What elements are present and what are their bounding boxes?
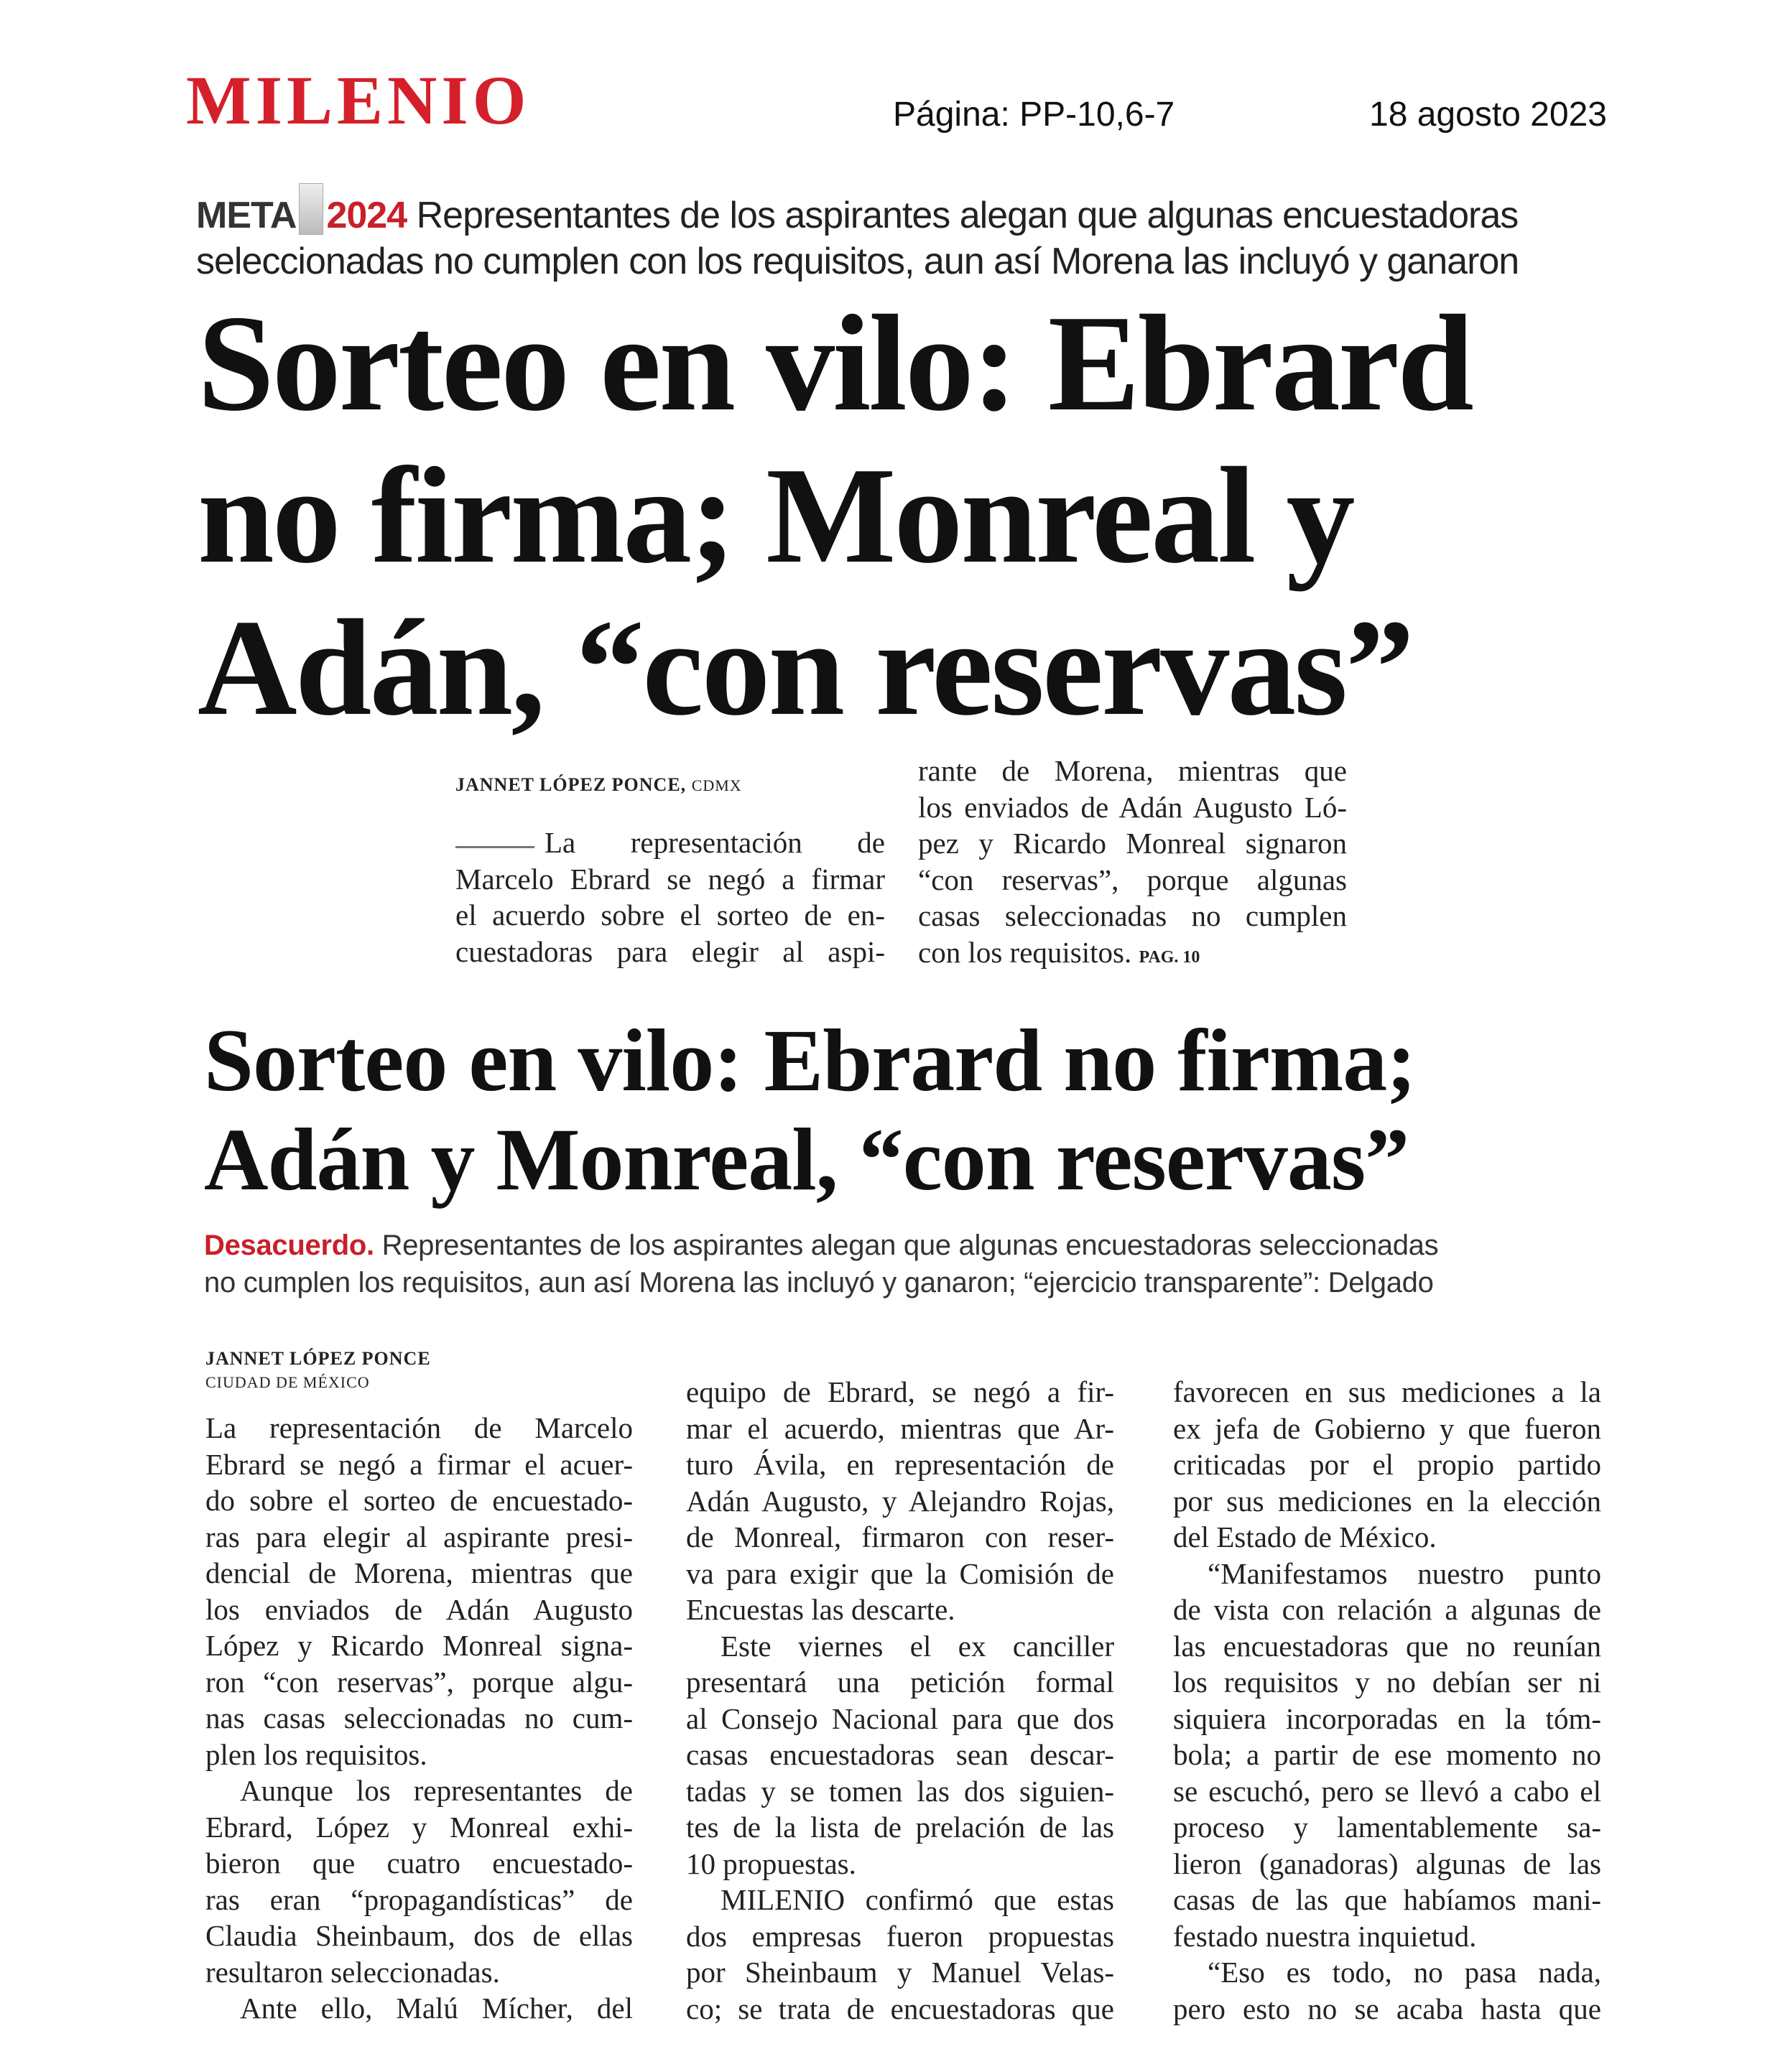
text-line: dencial de Morena, mientras que <box>205 1556 633 1589</box>
text-line: Adán Augusto, y Alejandro Rojas, <box>686 1484 1114 1518</box>
text-line: ras para elegir al aspirante presi- <box>205 1520 633 1553</box>
text-line: equipo de Ebrard, se negó a fir- <box>686 1375 1114 1408</box>
text-line: proceso y lamentablemente sa- <box>1173 1811 1601 1844</box>
article-column-2 <box>686 1374 1114 2027</box>
text-line: López y Ricardo Monreal signa- <box>205 1629 633 1662</box>
text-line: Ebrard, López y Monreal exhi- <box>205 1810 633 1844</box>
text-line: del Estado de México. <box>1173 1520 1437 1553</box>
text-line: dos empresas fueron propuestas <box>686 1919 1114 1953</box>
text-line: por sus mediciones en la elección <box>1173 1484 1601 1518</box>
page-reference[interactable]: PAG. 10 <box>1139 947 1200 967</box>
publication-date: 18 agosto 2023 <box>1369 96 1607 134</box>
paragraph <box>205 1410 633 1773</box>
text-line: bieron que cuatro encuestado- <box>205 1846 633 1880</box>
text-line: ex jefa de Gobierno y que fueron <box>1173 1411 1601 1445</box>
text-line: Ebrard se negó a firmar el acuer- <box>205 1447 633 1481</box>
article-summary: Desacuerdo. Representantes de los aspirantes alegan que algunas encuestadoras seleccionadas no cumplen los requisitos, aun así Morena las incluyó y ganaron; “ejercicio transparente”: Delgado <box>204 1230 1439 1299</box>
text-line: favorecen en sus mediciones a la <box>1173 1375 1601 1408</box>
article-column-1 <box>205 1410 633 2027</box>
text-line: de Monreal, firmaron con reser- <box>686 1520 1114 1553</box>
milenio-logo: MILENIO <box>186 62 531 139</box>
text-line: va para exigir que la Comisión de <box>686 1556 1114 1590</box>
text-line: criticadas por el propio partido <box>1173 1448 1601 1481</box>
text-line: por Sheinbaum y Manuel Velas- <box>686 1956 1114 1989</box>
text-line: pero esto no se acaba hasta que <box>1173 1992 1601 2025</box>
text-line: resultaron seleccionadas. <box>205 1955 500 1989</box>
paragraph <box>686 1374 1114 1628</box>
text-line: Aunque los representantes de <box>240 1774 633 1807</box>
paragraph <box>205 1990 633 2027</box>
text-line: Este viernes el ex canciller <box>721 1629 1114 1663</box>
text-line: La representación de Marcelo <box>205 1411 633 1444</box>
text-line: co; se trata de encuestadoras que <box>686 1992 1114 2025</box>
text-line: lieron (ganadoras) algunas de las <box>1173 1846 1601 1880</box>
paragraph <box>1173 1374 1601 1556</box>
paragraph <box>1173 1556 1601 1955</box>
front-intro-right: rante de Morena, mientras que los enviados de Adán Augusto Ló- pez y Ricardo Monreal signaron “con reservas”, porque algunas casas seleccionadas no cumplen con los requisitos. PAG. 10 <box>918 754 1347 969</box>
text-line: tadas y se tomen las dos siguien- <box>686 1774 1114 1808</box>
text-line: los enviados de Adán Augusto <box>205 1592 633 1626</box>
text-line: casas encuestadoras sean descar- <box>686 1738 1114 1771</box>
text-line: plen los requisitos. <box>205 1737 427 1771</box>
text-line: Claudia Sheinbaum, dos de ellas <box>205 1919 633 1952</box>
paragraph <box>686 1628 1114 1882</box>
article-column-3 <box>1173 1374 1601 2027</box>
text-line: presentará una petición formal <box>686 1666 1114 1699</box>
text-line: los requisitos y no debían ser ni <box>1173 1666 1601 1699</box>
section-tag: META 2024 <box>196 195 407 236</box>
front-kicker: META 2024 Representantes de los aspirantes alegan que algunas encuestadoras seleccionadas no cumplen con los requisitos, aun así Morena las incluyó y ganaron <box>196 183 1519 284</box>
text-line: Ante ello, Malú Mícher, del <box>240 1992 633 2025</box>
text-line: “Eso es todo, no pasa nada, <box>1208 1956 1601 1989</box>
text-line: “Manifestamos nuestro punto <box>1208 1556 1601 1590</box>
text-line: Encuestas las descarte. <box>686 1593 955 1626</box>
text-line: las encuestadoras que no reunían <box>1173 1629 1601 1663</box>
article-headline: Sorteo en vilo: Ebrard no firma; Adán y Monreal, “con reservas” <box>204 1011 1416 1209</box>
text-line: mar el acuerdo, mientras que Ar- <box>686 1411 1114 1445</box>
ballot-box-icon <box>299 183 323 235</box>
page-number: Página: PP-10,6-7 <box>893 96 1175 134</box>
text-line: bola; a partir de ese momento no <box>1173 1738 1601 1771</box>
text-line: ras eran “propagandísticas” de <box>205 1882 633 1916</box>
paragraph <box>686 1882 1114 2027</box>
text-line: al Consejo Nacional para que dos <box>686 1701 1114 1735</box>
text-line: ron “con reservas”, porque algu- <box>205 1665 633 1699</box>
front-byline: JANNET LÓPEZ PONCE, CDMX <box>455 774 742 795</box>
article-byline: JANNET LÓPEZ PONCE CIUDAD DE MÉXICO <box>205 1348 431 1391</box>
text-line: de vista con relación a algunas de <box>1173 1593 1601 1626</box>
paragraph <box>205 1773 633 1990</box>
lead-rule <box>455 846 534 848</box>
text-line: MILENIO confirmó que estas <box>721 1883 1114 1916</box>
text-line: se escuchó, pero se llevó a cabo el <box>1173 1774 1601 1808</box>
front-headline: Sorteo en vilo: Ebrard no firma; Monreal y Adán, “con reservas” <box>198 287 1472 744</box>
text-line: nas casas seleccionadas no cum- <box>205 1701 633 1734</box>
text-line: casas de las que habíamos mani- <box>1173 1883 1601 1916</box>
text-line: 10 propuestas. <box>686 1846 856 1880</box>
front-intro-left: La representación de Marcelo Ebrard se negó a firmar el acuerdo sobre el sorteo de en- cuestadoras para elegir al aspi- <box>455 826 885 968</box>
text-line: do sobre el sorteo de encuestado- <box>205 1484 633 1517</box>
text-line: tes de la lista de prelación de las <box>686 1811 1114 1844</box>
text-line: turo Ávila, en representación de <box>686 1448 1114 1481</box>
text-line: siquiera incorporadas en la tóm- <box>1173 1701 1601 1735</box>
text-line: festado nuestra inquietud. <box>1173 1919 1477 1953</box>
paragraph <box>1173 1954 1601 2027</box>
